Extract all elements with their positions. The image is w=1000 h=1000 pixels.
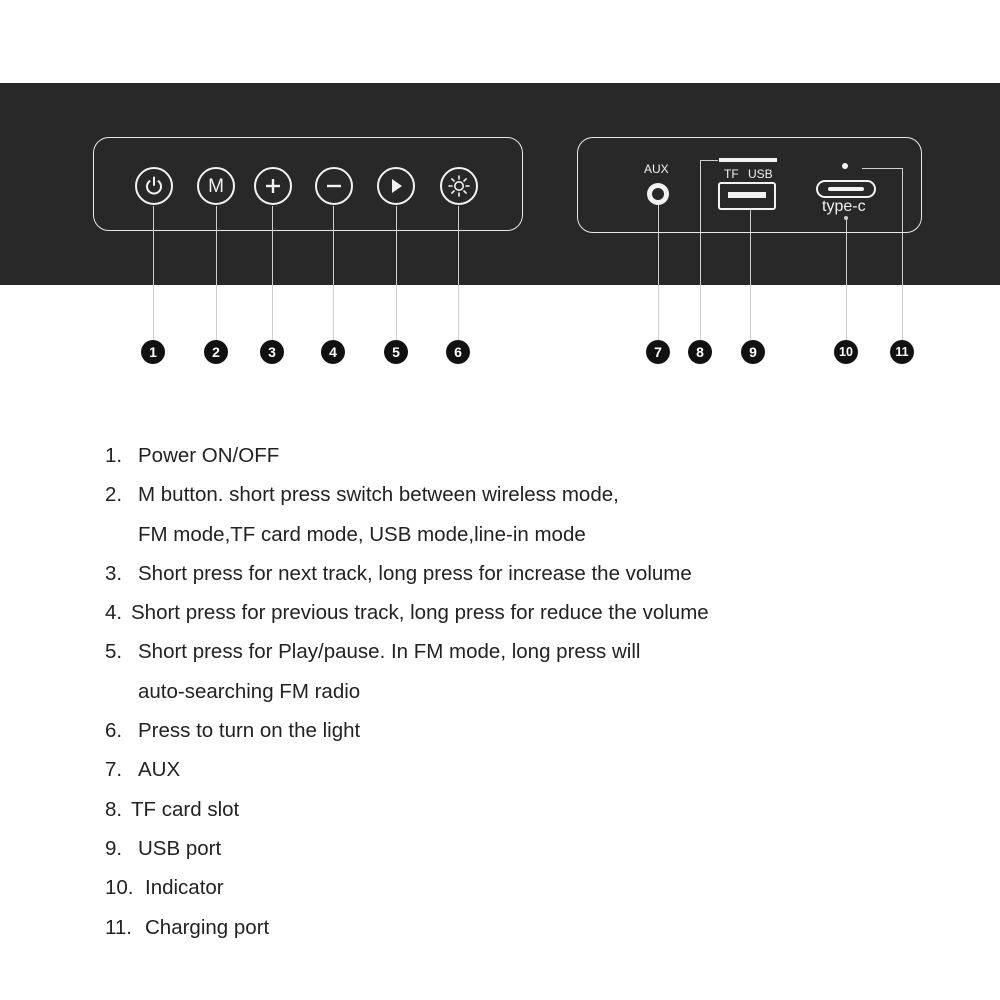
legend-item-6 bbox=[105, 711, 985, 750]
leader-line-11-horizontal bbox=[862, 168, 902, 169]
legend-item-number: 10. bbox=[105, 876, 134, 900]
leader-line-6 bbox=[458, 206, 459, 340]
volume-up-button[interactable] bbox=[254, 167, 292, 205]
legend-item-text: Short press for next track, long press for increase the volume bbox=[138, 561, 692, 585]
legend-item-number: 6. bbox=[105, 719, 123, 743]
legend-item-number: 8. bbox=[105, 797, 123, 821]
legend-item-text: Short press for previous track, long press for reduce the volume bbox=[131, 601, 709, 625]
leader-line-4 bbox=[333, 206, 334, 340]
legend-item-number: 5. bbox=[105, 640, 123, 664]
legend-item-number: 11. bbox=[105, 915, 132, 939]
usb-port-tongue bbox=[728, 192, 766, 198]
callout-3: 3 bbox=[260, 340, 284, 364]
legend-list bbox=[105, 436, 985, 947]
legend-item-text: Power ON/OFF bbox=[138, 444, 280, 467]
tf-label: TF bbox=[724, 167, 739, 181]
power-icon bbox=[143, 175, 165, 197]
legend-item-8 bbox=[105, 790, 985, 829]
legend-item-5-continued: auto-searching FM radio bbox=[138, 679, 361, 703]
legend-item-2 bbox=[105, 475, 985, 514]
callout-2: 2 bbox=[204, 340, 228, 364]
legend-item-11 bbox=[105, 908, 985, 947]
legend-item-number: 2. bbox=[105, 483, 123, 507]
legend-item-text: AUX bbox=[138, 758, 181, 782]
leader-line-10-dot bbox=[844, 216, 848, 220]
leader-line-9 bbox=[750, 210, 751, 340]
power-button[interactable] bbox=[135, 167, 173, 205]
legend-item-number: 1. bbox=[105, 444, 123, 467]
usb-label: USB bbox=[748, 167, 773, 181]
callout-11: 11 bbox=[890, 340, 914, 364]
leader-line-5 bbox=[396, 206, 397, 340]
play-icon bbox=[386, 176, 406, 196]
leader-line-11 bbox=[902, 168, 903, 340]
minus-icon bbox=[324, 176, 344, 196]
legend-item-text: USB port bbox=[138, 836, 222, 860]
aux-label: AUX bbox=[644, 162, 669, 176]
legend-item-7 bbox=[105, 750, 985, 789]
legend-item-text: Indicator bbox=[145, 876, 224, 900]
legend-item-1 bbox=[105, 436, 985, 475]
type-c-port-tongue bbox=[828, 187, 864, 191]
callout-8: 8 bbox=[688, 340, 712, 364]
leader-line-10 bbox=[846, 218, 847, 340]
legend-item-text: Press to turn on the light bbox=[138, 719, 361, 743]
legend-item-number: 7. bbox=[105, 758, 123, 782]
legend-item-text: Short press for Play/pause. In FM mode, long press will bbox=[138, 640, 641, 664]
callout-9: 9 bbox=[741, 340, 765, 364]
callout-7: 7 bbox=[646, 340, 670, 364]
legend-item-text: Charging port bbox=[145, 915, 270, 939]
play-pause-button[interactable] bbox=[377, 167, 415, 205]
legend-item-2-continued: FM mode,TF card mode, USB mode,line-in mode bbox=[138, 522, 586, 546]
callout-1: 1 bbox=[141, 340, 165, 364]
callout-4: 4 bbox=[321, 340, 345, 364]
leader-line-2 bbox=[216, 206, 217, 340]
type-c-port[interactable] bbox=[816, 180, 876, 198]
callout-10: 10 bbox=[834, 340, 858, 364]
type-c-label: type-c bbox=[822, 198, 866, 215]
legend-item-number: 9. bbox=[105, 836, 123, 860]
usb-port[interactable] bbox=[718, 182, 776, 210]
leader-line-8 bbox=[700, 160, 701, 340]
legend-item-10 bbox=[105, 868, 985, 907]
tf-card-slot[interactable] bbox=[719, 158, 777, 162]
legend-item-3 bbox=[105, 554, 985, 593]
leader-line-1 bbox=[153, 206, 154, 340]
m-icon: M bbox=[208, 175, 224, 197]
plus-icon bbox=[263, 176, 283, 196]
legend-item-9 bbox=[105, 829, 985, 868]
legend-item-5 bbox=[105, 632, 985, 671]
mode-button[interactable] bbox=[197, 167, 235, 205]
leader-line-7 bbox=[658, 205, 659, 340]
light-button[interactable] bbox=[440, 167, 478, 205]
volume-down-button[interactable] bbox=[315, 167, 353, 205]
callout-5: 5 bbox=[384, 340, 408, 364]
callout-6: 6 bbox=[446, 340, 470, 364]
legend-item-4 bbox=[105, 593, 985, 632]
leader-line-8-horizontal bbox=[700, 160, 718, 161]
aux-jack[interactable] bbox=[647, 183, 669, 205]
legend-item-number: 4. bbox=[105, 601, 123, 625]
indicator-led bbox=[842, 163, 848, 169]
legend-item-number: 3. bbox=[105, 561, 123, 585]
legend-item-text: M button. short press switch between wireless mode, bbox=[138, 483, 619, 507]
leader-line-3 bbox=[272, 206, 273, 340]
sun-icon bbox=[447, 174, 471, 198]
legend-item-text: TF card slot bbox=[131, 797, 240, 821]
aux-jack-hole bbox=[652, 188, 664, 200]
